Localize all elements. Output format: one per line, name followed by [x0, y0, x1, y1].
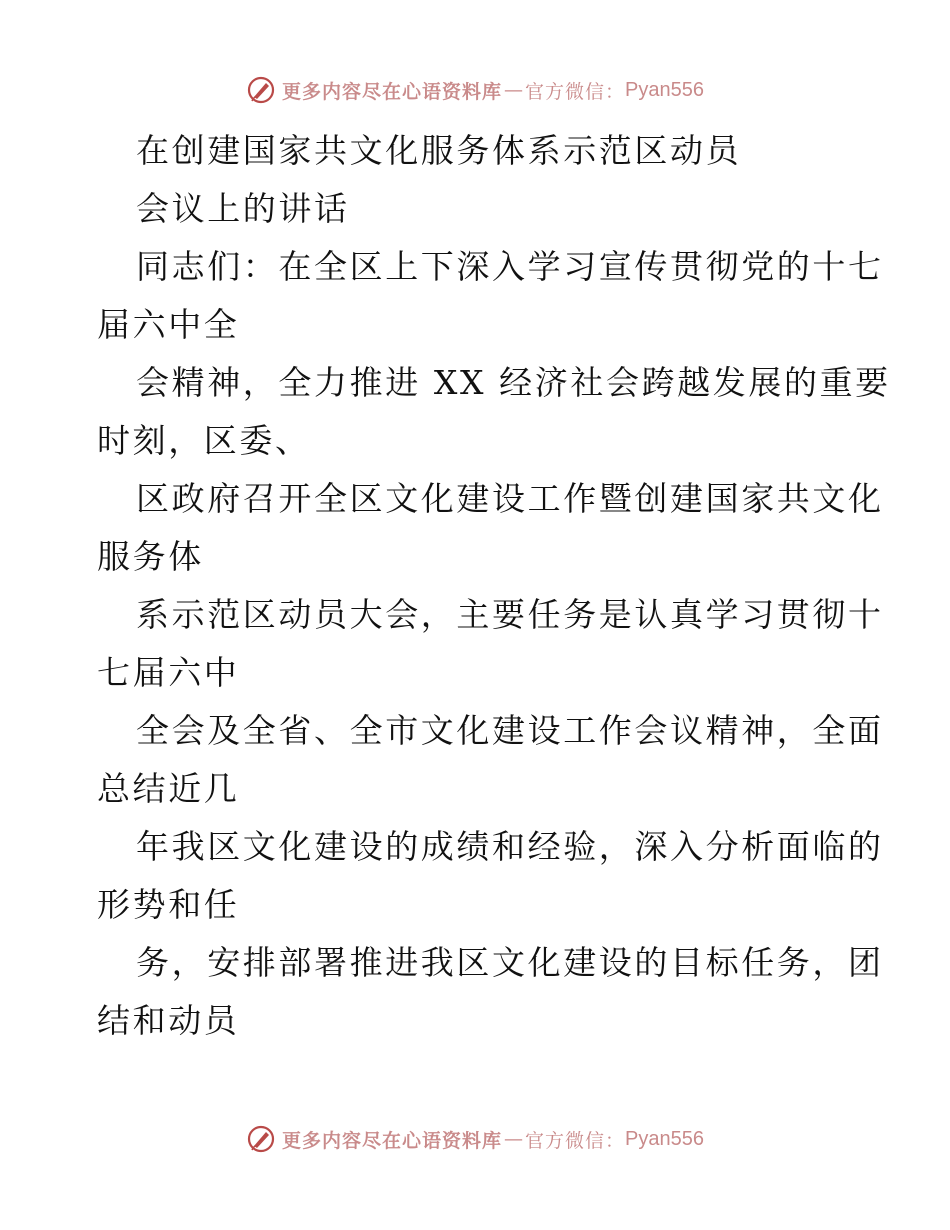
banner-wechat-label: 官方微信：	[525, 1129, 626, 1152]
banner-wechat-id: Pyan556	[625, 1127, 704, 1150]
paragraph-line: 系示范区动员大会，主要任务是认真学习贯彻十	[136, 595, 884, 634]
paragraph-line: 全会及全省、全市文化建设工作会议精神，全面	[136, 711, 884, 750]
pen-logo-icon	[246, 1124, 276, 1154]
paragraph-line: 结和动员	[97, 1001, 240, 1040]
title-line-1: 在创建国家共文化服务体系示范区动员	[136, 131, 742, 170]
banner-wechat-id: Pyan556	[625, 78, 704, 101]
paragraph-line: 总结近几	[97, 769, 240, 808]
banner-main-text: 更多内容尽在心语资料库	[282, 80, 503, 103]
paragraph-line: 七届六中	[97, 653, 240, 692]
paragraph-line: 会精神，全力推进 XX 经济社会跨越发展的重要	[136, 363, 891, 402]
pen-logo-icon	[246, 75, 276, 105]
banner-dash: —	[504, 79, 524, 101]
banner-wechat-label: 官方微信：	[525, 80, 626, 103]
paragraph-line: 务，安排部署推进我区文化建设的目标任务，团	[136, 943, 884, 982]
document-body	[97, 122, 891, 1050]
paragraph-line: 同志们：在全区上下深入学习宣传贯彻党的十七	[136, 247, 884, 286]
footer-watermark-banner	[0, 1119, 950, 1159]
banner-main-text: 更多内容尽在心语资料库	[282, 1129, 503, 1152]
paragraph-line: 服务体	[97, 537, 204, 576]
banner-dash: —	[504, 1128, 524, 1150]
title-line-2: 会议上的讲话	[136, 189, 350, 228]
paragraph-line: 形势和任	[97, 885, 240, 924]
header-watermark-banner	[0, 70, 950, 110]
paragraph-line: 届六中全	[97, 305, 240, 344]
paragraph-line: 区政府召开全区文化建设工作暨创建国家共文化	[136, 479, 884, 518]
paragraph-line: 年我区文化建设的成绩和经验，深入分析面临的	[136, 827, 884, 866]
paragraph-line: 时刻，区委、	[97, 421, 311, 460]
